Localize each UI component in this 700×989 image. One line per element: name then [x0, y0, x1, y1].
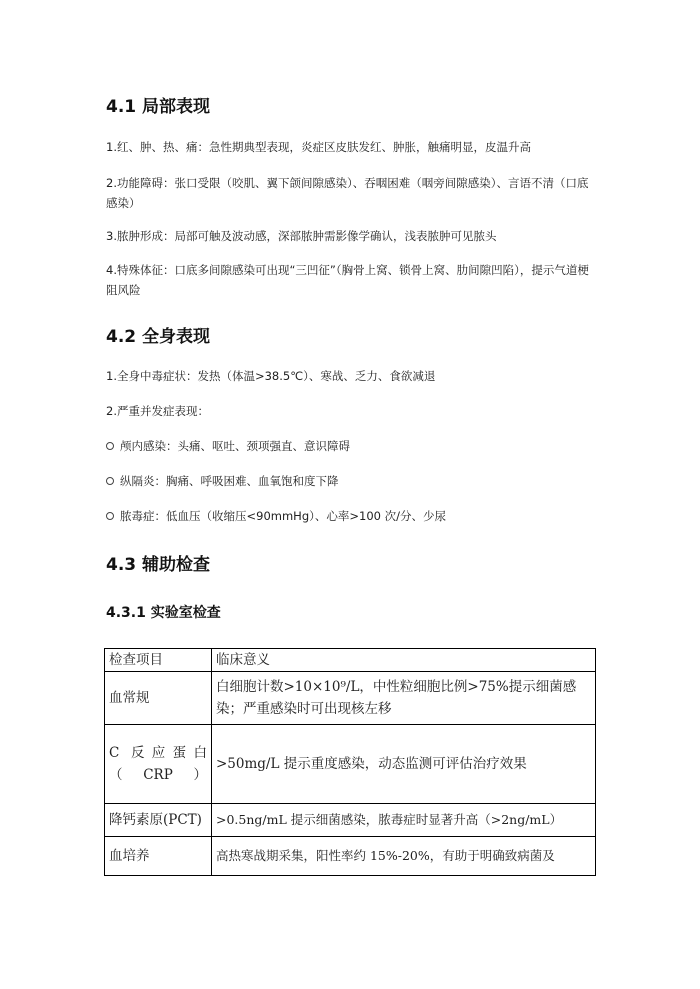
complication-text: 纵隔炎：胸痛、呼吸困难、血氧饱和度下降	[120, 474, 339, 488]
lab-tests-table	[104, 648, 596, 876]
table-cell-test: C 反应蛋白（CRP）	[105, 725, 212, 804]
circle-bullet-icon	[106, 442, 114, 450]
circle-bullet-icon	[106, 477, 114, 485]
section-heading-4-3: 4.3 辅助检查	[106, 555, 211, 575]
table-row	[105, 837, 596, 876]
table-cell-test: 血培养	[105, 837, 212, 876]
local-symptom-3: 3.脓肿形成：局部可触及波动感，深部脓肿需影像学确认，浅表脓肿可见脓头	[106, 229, 497, 243]
subsection-heading-4-3-1: 4.3.1 实验室检查	[106, 605, 221, 621]
systemic-symptom-2: 2.严重并发症表现：	[106, 404, 209, 418]
table-cell-test: 降钙素原(PCT)	[105, 804, 212, 837]
table-cell-meaning: >0.5ng/mL 提示细菌感染，脓毒症时显著升高（>2ng/mL）	[212, 804, 596, 837]
table-cell-meaning: 高热寒战期采集，阳性率约 15%-20%，有助于明确致病菌及	[212, 837, 596, 876]
complication-text: 颅内感染：头痛、呕吐、颈项强直、意识障碍	[120, 439, 350, 453]
table-cell-meaning: >50mg/L 提示重度感染，动态监测可评估治疗效果	[212, 725, 596, 804]
table-row	[105, 804, 596, 837]
table-header-cell: 检查项目	[105, 649, 212, 672]
table-row	[105, 725, 596, 804]
table-header-cell: 临床意义	[212, 649, 596, 672]
complication-item	[106, 436, 350, 456]
local-symptom-1: 1.红、肿、热、痛：急性期典型表现，炎症区皮肤发红、肿胀，触痛明显，皮温升高	[106, 140, 531, 154]
complication-item	[106, 471, 339, 491]
local-symptom-2: 2.功能障碍：张口受限（咬肌、翼下颌间隙感染）、吞咽困难（咽旁间隙感染）、言语不清（口底感染）	[106, 176, 589, 210]
section-heading-4-1: 4.1 局部表现	[106, 97, 211, 117]
table-header-row	[105, 649, 596, 672]
circle-bullet-icon	[106, 512, 114, 520]
complication-item	[106, 506, 446, 526]
complication-text: 脓毒症：低血压（收缩压<90mmHg）、心率>100 次/分、少尿	[120, 509, 446, 523]
section-heading-4-2: 4.2 全身表现	[106, 327, 211, 347]
systemic-symptom-1: 1.全身中毒症状：发热（体温>38.5℃）、寒战、乏力、食欲减退	[106, 369, 436, 383]
table-cell-test: 血常规	[105, 672, 212, 725]
local-symptom-4: 4.特殊体征：口底多间隙感染可出现“三凹征”（胸骨上窝、锁骨上窝、肋间隙凹陷），提示气道梗阻风险	[106, 263, 589, 297]
table-row	[105, 672, 596, 725]
table-cell-meaning: 白细胞计数>10×10⁹/L，中性粒细胞比例>75%提示细菌感染；严重感染时可出现核左移	[212, 672, 596, 725]
